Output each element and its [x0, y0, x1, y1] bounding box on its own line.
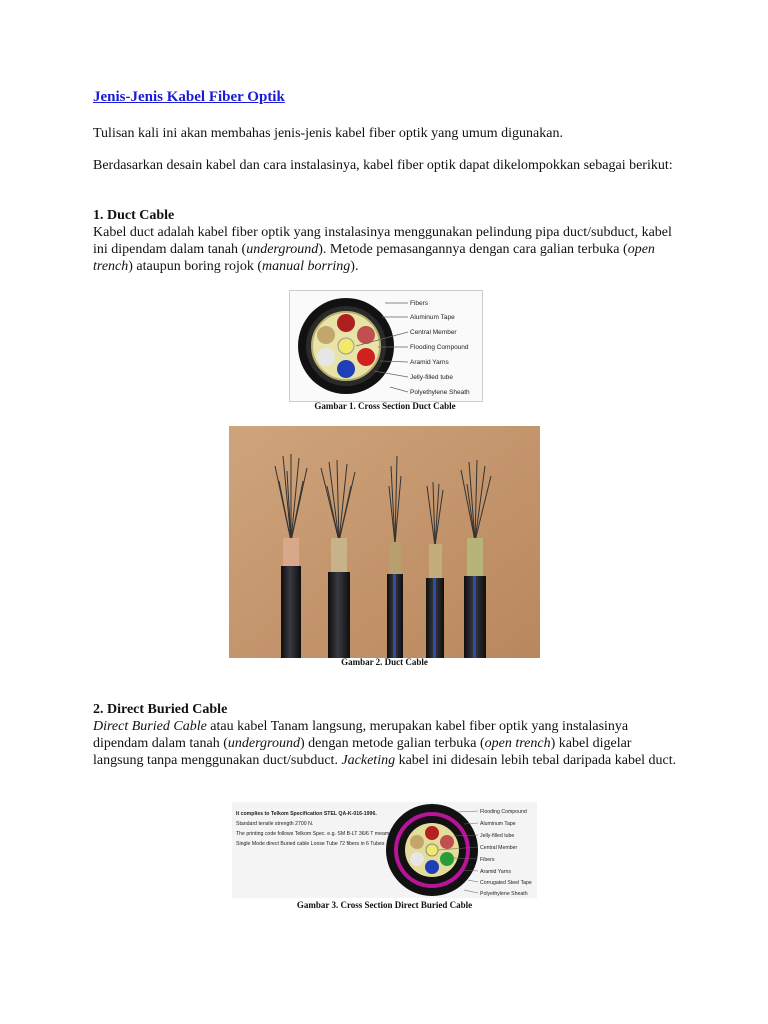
- figure1-label-central-member: Central Member: [410, 329, 457, 336]
- section2-text-d: kabel ini didesain lebih tebal daripada kabel duct.: [395, 753, 677, 768]
- section1-em-manual-borring: manual borring: [262, 259, 351, 274]
- section1-heading: 1. Duct Cable: [93, 208, 175, 223]
- section2-em-direct-buried-cable: Direct Buried Cable: [93, 719, 207, 734]
- section2-em-underground: underground: [227, 736, 300, 751]
- figure3-spec-line-3: The printing code follows Telkom Spec. e.g. SM B-LT 36/6 T meam: [236, 831, 390, 837]
- figure3-direct-buried-cross-section: [232, 802, 537, 898]
- figure3-spec-line-4: Single Mode direct Buried cable Loose Tube 72 fibers in 6 Tubes: [236, 841, 385, 847]
- section2-em-open-trench: open trench: [484, 736, 551, 751]
- figure1-label-flooding-compound: Flooding Compound: [410, 344, 469, 351]
- section2-text-b: ) dengan metode galian terbuka (: [299, 736, 485, 751]
- figure3-label-corrugated-steel-tape: Corrugated Steel Tape: [480, 880, 532, 886]
- figure2-photo-illustration: [229, 426, 540, 658]
- figure3-spec-line-2: Standard tensile strength 2700 N.: [236, 821, 314, 827]
- figure1-caption: Gambar 1. Cross Section Duct Cable: [314, 401, 456, 411]
- section2-paragraph: [93, 718, 683, 769]
- figure2-caption: Gambar 2. Duct Cable: [341, 657, 428, 667]
- section2-heading: 2. Direct Buried Cable: [93, 702, 228, 717]
- figure3-diagram: [232, 802, 537, 898]
- article-title-link[interactable]: Jenis-Jenis Kabel Fiber Optik: [93, 89, 285, 105]
- section2-em-jacketing: Jacketing: [341, 753, 396, 768]
- figure3-label-aluminum-tape: Aluminum Tape: [480, 821, 516, 827]
- section1-text-d: ).: [350, 259, 359, 274]
- figure1-label-aramid-yarns: Aramid Yarns: [410, 359, 449, 366]
- section1-text-b: ). Metode pemasangannya dengan cara galian terbuka (: [318, 242, 628, 257]
- figure1-diagram: [290, 291, 482, 401]
- figure3-caption: Gambar 3. Cross Section Direct Buried Cable: [296, 900, 473, 910]
- figure3-label-polyethylene-sheath: Polyethylene Sheath: [480, 891, 528, 897]
- intro-paragraph: Tulisan kali ini akan membahas jenis-jenis kabel fiber optik yang umum digunakan.: [93, 126, 563, 141]
- section1-paragraph: [93, 224, 683, 275]
- figure3-spec-line-1: It complies to Telkom Specification STEL QA-K-016-1996.: [236, 811, 377, 817]
- section1-em-open-trench: open trench: [93, 242, 655, 274]
- figure3-label-jelly-filled-tube: Jelly-filled tube: [480, 833, 515, 839]
- section2-text-a: atau kabel Tanam langsung, merupakan kabel fiber optik yang instalasinya dipendam dalam tanah (: [93, 719, 629, 751]
- figure1-label-aluminum-tape: Aluminum Tape: [410, 314, 455, 321]
- figure2-duct-cable-photo: [229, 426, 540, 658]
- section1-text-c: ) ataupun boring rojok (: [128, 259, 262, 274]
- figure1-label-polyethylene-sheath: Polyethylene Sheath: [410, 389, 470, 396]
- figure1-label-jelly-filled-tube: Jelly-filled tube: [410, 374, 453, 381]
- figure3-label-central-member: Central Member: [480, 845, 518, 851]
- section1-text-a: Kabel duct adalah kabel fiber optik yang instalasinya menggunakan pelindung pipa duct/subduct, kabel ini dipendam dalam tanah (: [93, 225, 672, 257]
- figure3-label-fibers: Fibers: [480, 857, 495, 863]
- section1-em-underground: underground: [246, 242, 319, 257]
- figure1-duct-cross-section: [289, 290, 483, 402]
- figure1-label-fibers: Fibers: [410, 300, 429, 307]
- figure3-label-aramid-yarns: Aramid Yarns: [480, 869, 511, 875]
- grouping-paragraph: Berdasarkan desain kabel dan cara instalasinya, kabel fiber optik dapat dikelompokkan sebagai berikut:: [93, 158, 673, 173]
- section2-text-c: ) kabel digelar langsung tanpa menggunakan duct/subduct.: [93, 736, 632, 768]
- figure3-label-flooding-compound: Flooding Compound: [480, 809, 527, 815]
